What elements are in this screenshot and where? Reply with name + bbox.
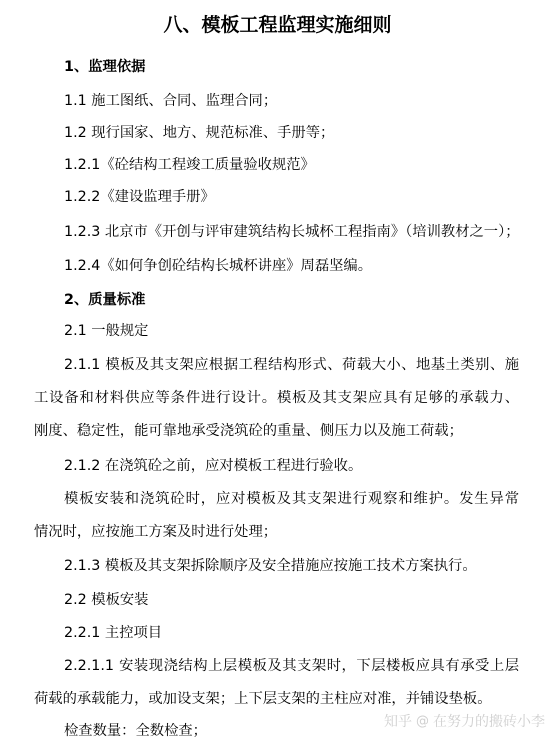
basis-item-1-2-2: 1.2.2《建设监理手册》 <box>64 189 215 205</box>
basis-item-1-2: 1.2 现行国家、地方、规范标准、手册等； <box>64 125 335 141</box>
basis-item-1-1: 1.1 施工图纸、合同、监理合同； <box>64 93 278 109</box>
subsection-heading-main-control: 2.2.1 主控项目 <box>64 625 163 641</box>
paragraph-2-1-1-line-2: 工设备和材料供应等条件进行设计。模板及其支架应具有足够的承载力、 <box>34 390 519 406</box>
paragraph-2-1-3: 2.1.3 模板及其支架拆除顺序及安全措施应按施工技术方案执行。 <box>64 558 477 574</box>
section-heading-quality: 2、质量标准 <box>64 292 146 308</box>
inspection-quantity: 检查数量：全数检查； <box>64 723 207 739</box>
watermark-at-sign: @ <box>416 714 429 729</box>
basis-item-1-2-4: 1.2.4《如何争创砼结构长城杯讲座》周磊坚编。 <box>64 258 373 274</box>
watermark-author: 在努力的搬砖小李 <box>433 714 545 730</box>
paragraph-2-2-1-1-line-1: 2.2.1.1 安装现浇结构上层模板及其支架时，下层楼板应具有承受上层 <box>64 658 519 674</box>
paragraph-2-1-2b-line-1: 模板安装和浇筑砼时，应对模板及其支架进行观察和维护。发生异常 <box>64 491 519 507</box>
subsection-heading-general: 2.1 一般规定 <box>64 323 149 339</box>
subsection-heading-install: 2.2 模板安装 <box>64 592 149 608</box>
zhihu-watermark <box>384 710 545 734</box>
paragraph-2-1-1-line-1: 2.1.1 模板及其支架应根据工程结构形式、荷载大小、地基土类别、施 <box>64 357 519 373</box>
section-heading-basis: 1、监理依据 <box>64 59 146 75</box>
paragraph-2-1-1-line-3: 刚度、稳定性，能可靠地承受浇筑砼的重量、侧压力以及施工荷载； <box>34 423 463 439</box>
paragraph-2-2-1-1-line-2: 荷载的承载能力，或加设支架；上下层支架的主柱应对准，并铺设垫板。 <box>34 691 492 707</box>
basis-item-1-2-3: 1.2.3 北京市《开创与评审建筑结构长城杯工程指南》（培训教材之一）； <box>64 224 520 240</box>
document-title: 八、模板工程监理实施细则 <box>163 14 392 36</box>
basis-item-1-2-1: 1.2.1《砼结构工程竣工质量验收规范》 <box>64 157 315 173</box>
paragraph-2-1-2: 2.1.2 在浇筑砼之前，应对模板工程进行验收。 <box>64 458 363 474</box>
watermark-platform: 知乎 <box>384 714 412 730</box>
paragraph-2-1-2b-line-2: 情况时，应按施工方案及时进行处理； <box>34 524 278 540</box>
